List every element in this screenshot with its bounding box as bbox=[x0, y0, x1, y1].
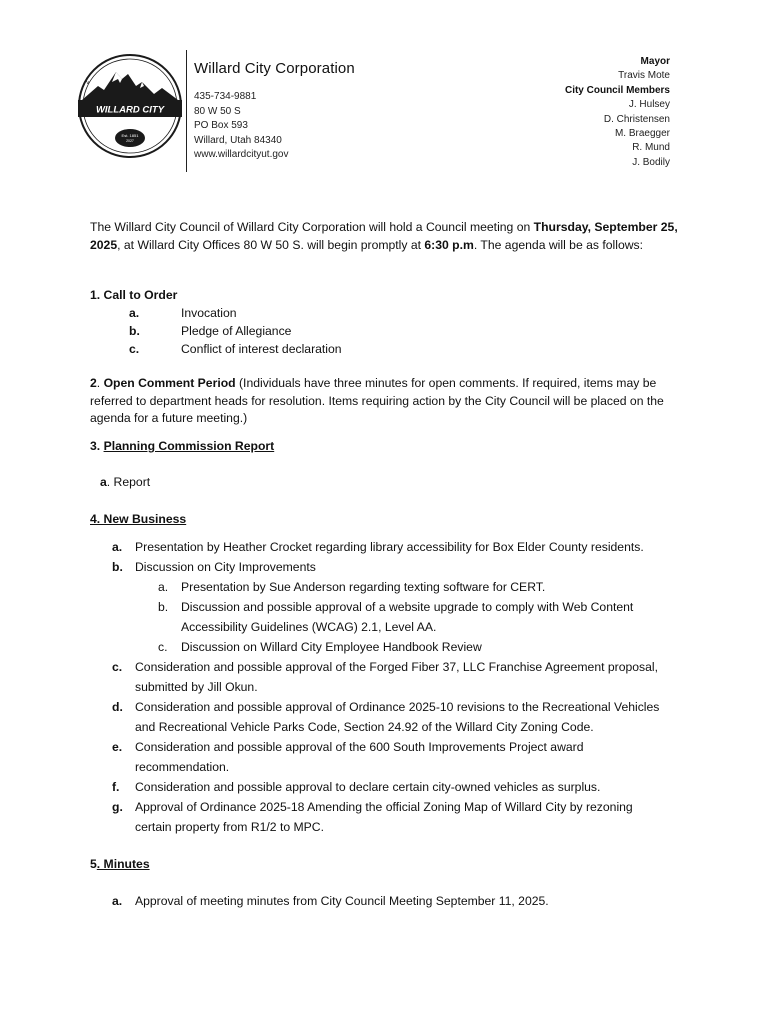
willard-city-logo bbox=[76, 52, 184, 160]
mountains-icon bbox=[82, 72, 178, 100]
section-separator: . bbox=[96, 376, 104, 390]
intro-text: , at Willard City Offices 80 W 50 S. will begin promptly at bbox=[117, 237, 425, 252]
item-label: e. bbox=[112, 740, 123, 754]
item-label: a bbox=[100, 475, 107, 489]
sub-item-label: c. bbox=[158, 640, 168, 654]
item-text: Approval of Ordinance 2025-18 Amending the official Zoning Map of Willard City by rezoning bbox=[135, 800, 633, 814]
section-3-number: 3. bbox=[90, 439, 104, 453]
council-block bbox=[565, 55, 670, 170]
website-link[interactable]: www.willardcityut.gov bbox=[194, 149, 289, 161]
council-member: D. Christensen bbox=[603, 113, 670, 125]
council-member: J. Hulsey bbox=[628, 99, 670, 111]
logo-year: 2027 bbox=[126, 139, 134, 143]
item-label: f. bbox=[112, 780, 120, 794]
address-line-1: 80 W 50 S bbox=[194, 105, 241, 117]
item-label: c. bbox=[129, 342, 140, 356]
item-text: recommendation. bbox=[135, 760, 230, 774]
section-2-title: Open Comment Period bbox=[103, 376, 236, 390]
council-member: J. Bodily bbox=[632, 156, 670, 168]
council-member: R. Mund bbox=[632, 142, 670, 154]
section-2-paragraph bbox=[90, 375, 682, 428]
section-3-title: Planning Commission Report bbox=[103, 439, 275, 453]
item-label: b. bbox=[112, 560, 123, 574]
section-1-title: 1. Call to Order bbox=[90, 288, 178, 302]
council-member: M. Braegger bbox=[614, 128, 670, 140]
letterhead-divider bbox=[186, 50, 187, 172]
intro-paragraph bbox=[90, 219, 682, 254]
logo-city-name: WILLARD CITY bbox=[95, 104, 165, 116]
section-2-number: 2 bbox=[90, 376, 97, 390]
section-4-list bbox=[0, 539, 770, 839]
list-item bbox=[0, 323, 770, 341]
section-3-heading bbox=[90, 438, 274, 456]
org-name: Willard City Corporation bbox=[194, 60, 355, 77]
item-text: Discussion on City Improvements bbox=[135, 560, 316, 574]
section-3-item bbox=[100, 474, 150, 492]
sub-item-text: Discussion and possible approval of a website upgrade to comply with Web Content bbox=[181, 600, 634, 614]
org-contact-block bbox=[194, 90, 288, 163]
section-5-heading bbox=[90, 856, 150, 874]
address-line-2: PO Box 593 bbox=[194, 120, 248, 132]
list-item bbox=[0, 341, 770, 359]
intro-text: . The agenda will be as follows: bbox=[473, 237, 644, 252]
list-item bbox=[0, 305, 770, 323]
logo-est: Est. 1851 bbox=[121, 133, 139, 138]
item-text: submitted by Jill Okun. bbox=[135, 680, 258, 694]
sub-item-text: Presentation by Sue Anderson regarding texting software for CERT. bbox=[181, 580, 546, 594]
mayor-title: Mayor bbox=[640, 56, 670, 67]
meeting-time: 6:30 p.m bbox=[424, 237, 474, 252]
logo-badge bbox=[115, 129, 145, 147]
section-2-text: (Individuals have three minutes for open comments. If required, items may be referred to department heads for resolution. Items requiring action by the City Council will be placed on the agenda for a future meeting.) bbox=[90, 376, 664, 425]
item-text: Presentation by Heather Crocket regarding library accessibility for Box Elder County residents. bbox=[135, 540, 644, 554]
sub-item-label: b. bbox=[158, 600, 169, 614]
item-text: Consideration and possible approval of the Forged Fiber 37, LLC Franchise Agreement proposal, bbox=[135, 660, 659, 674]
item-label: g. bbox=[112, 800, 123, 814]
section-5-item bbox=[0, 893, 770, 911]
item-label: a. bbox=[129, 306, 140, 320]
section-1-list bbox=[0, 305, 770, 359]
item-label: d. bbox=[112, 700, 123, 714]
item-text: Consideration and possible approval of Ordinance 2025-10 revisions to the Recreational Vehicles bbox=[135, 700, 660, 714]
item-text: certain property from R1/2 to MPC. bbox=[135, 820, 324, 834]
bird-icon: ˅ bbox=[86, 81, 90, 87]
sub-item-text: Discussion on Willard City Employee Handbook Review bbox=[181, 640, 482, 654]
item-text: Consideration and possible approval to declare certain city-owned vehicles as surplus. bbox=[135, 780, 601, 794]
item-label: b. bbox=[129, 324, 140, 338]
item-label: c. bbox=[112, 660, 123, 674]
section-5-title: . Minutes bbox=[96, 857, 150, 871]
item-text: Invocation bbox=[181, 306, 237, 320]
item-text: and Recreational Vehicle Parks Code, Section 24.92 of the Willard City Zoning Code. bbox=[135, 720, 594, 734]
address-line-3: Willard, Utah 84340 bbox=[194, 134, 282, 146]
section-4-title: 4. New Business bbox=[90, 512, 187, 526]
council-title: City Council Members bbox=[564, 84, 670, 96]
sub-item-label: a. bbox=[158, 580, 169, 594]
meeting-date: Thursday, September 25, 2025 bbox=[90, 220, 678, 252]
item-label: a. bbox=[112, 894, 123, 908]
item-text: . Report bbox=[106, 475, 151, 489]
item-text: Conflict of interest declaration bbox=[181, 342, 342, 356]
intro-text: The Willard City Council of Willard City Corporation will hold a Council meeting on bbox=[90, 220, 534, 234]
sub-item-text: Accessibility Guidelines (WCAG) 2.1, Level AA. bbox=[181, 620, 437, 634]
mayor-name: Travis Mote bbox=[618, 70, 670, 82]
item-text: Pledge of Allegiance bbox=[181, 324, 292, 338]
phone: 435-734-9881 bbox=[194, 91, 257, 102]
item-text: Approval of meeting minutes from City Council Meeting September 11, 2025. bbox=[135, 894, 549, 908]
section-5-number: 5 bbox=[90, 857, 97, 871]
item-label: a. bbox=[112, 540, 123, 554]
item-text: Consideration and possible approval of the 600 South Improvements Project award bbox=[135, 740, 584, 754]
